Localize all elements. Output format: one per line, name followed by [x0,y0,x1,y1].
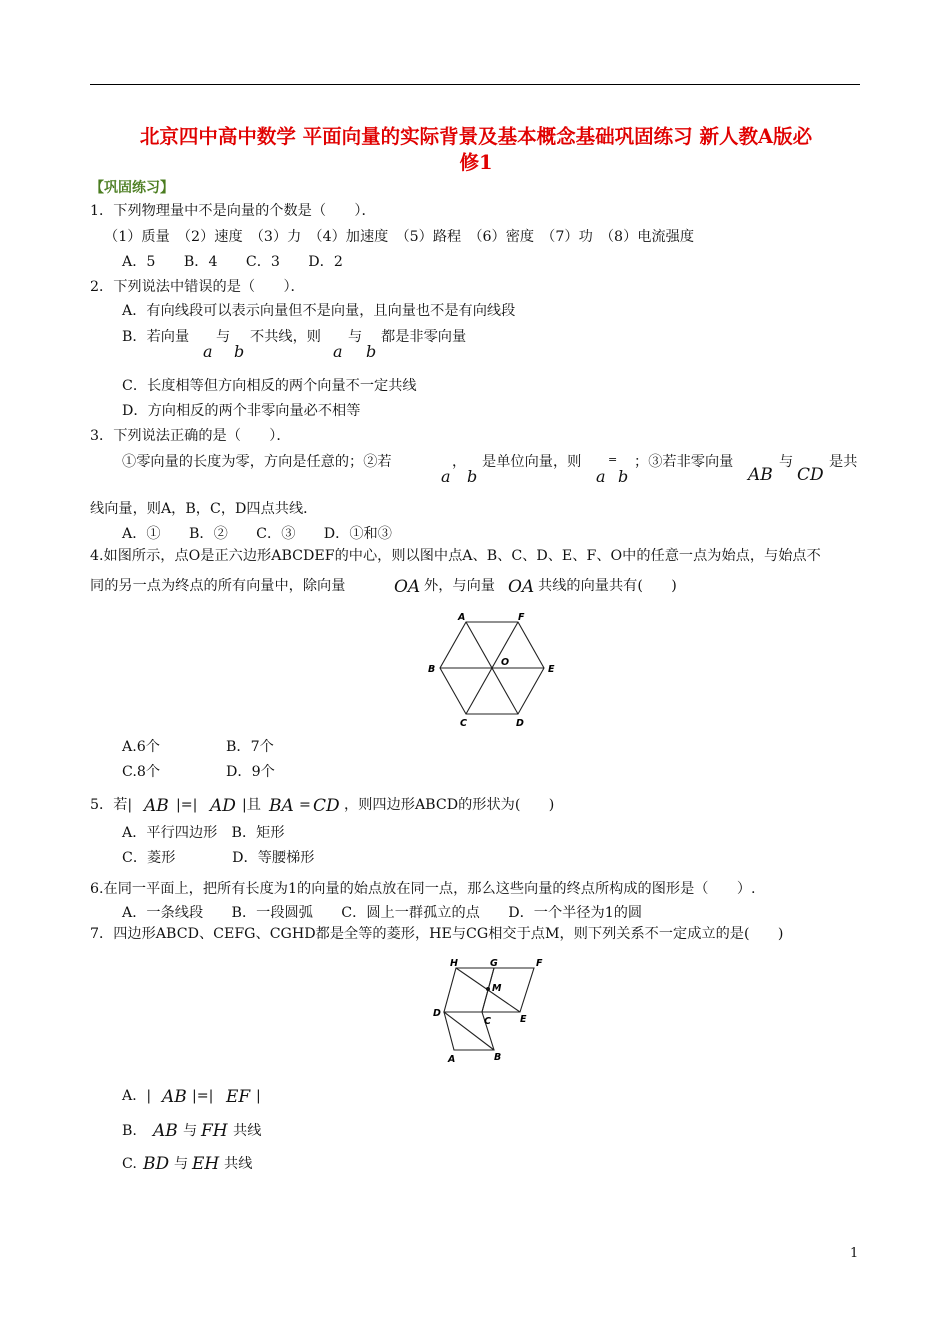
title-line-2: 修1 [459,151,493,174]
q7-option-c-post: 共线 [224,1156,253,1172]
rhombus-label-d: D [433,1008,441,1019]
q2-vector-a-2: a [333,342,343,361]
q3-stem: 3．下列说法正确的是（ ）． [90,428,291,444]
rhombus-label-b: B [494,1052,502,1063]
q4-line2-p2: 外，与向量 [424,578,495,594]
q5-options-ab: A．平行四边形 B．矩形 [122,825,285,841]
q3-line1-p2: 是单位向量，则 [482,454,582,470]
rhombus-label-m: M [492,983,502,994]
document-title [86,124,866,176]
header-rule [90,84,860,85]
q7-vector-ab: AB [162,1087,187,1107]
q2-option-b-mid1: 与 [216,329,231,345]
q7-vector-fh: FH [201,1121,228,1141]
q7-vector-ef: EF [226,1087,251,1107]
q4-option-d: D．9个 [226,764,275,780]
q5-vector-ba: BA [269,796,294,816]
q2-option-b-post: 都是非零向量 [381,329,467,345]
q5-p2: |=| [176,797,198,813]
q4-option-b: B．7个 [226,739,274,755]
hex-label-e: E [548,664,555,675]
q5-vector-ad: AD [210,796,236,816]
q7-option-b-pre: B. [122,1123,137,1139]
hex-label-c: C [460,718,467,729]
hex-label-b: B [428,664,436,675]
q7-option-c-mid: 与 [174,1156,189,1172]
q7-option-a-post: | [256,1088,261,1104]
hex-label-d: D [516,718,524,729]
page-number: 1 [850,1246,859,1261]
q4-option-c: C.8个 [122,764,161,780]
q2-option-d: D．方向相反的两个非零向量必不相等 [122,403,361,419]
q2-stem: 2．下列说法中错误的是（ ）． [90,279,305,295]
q4-vector-oa-1: OA [394,577,421,597]
q7-option-a-mid: |=| [192,1088,214,1104]
q2-vector-b-1: b [234,342,245,361]
rhombus-label-h: H [450,958,458,969]
q7-stem: 7．四边形ABCD、CEFG、CGHD都是全等的菱形，HE与CG相交于点M，则下列关系不一定成立的是( ) [90,926,784,942]
q3-line1-p3: ；③若非零向量 [634,454,734,470]
q3-vector-a-2: a [596,467,606,486]
q5-options-cd: C．菱形 D．等腰梯形 [122,850,315,866]
q1-items: （1）质量 （2）速度 （3）力 （4）加速度 （5）路程 （6）密度 （7）功 （8）电流强度 [104,229,695,245]
q4-vector-oa-2: OA [508,577,535,597]
rhombus-label-a: A [448,1054,456,1065]
q7-option-a-pre: A．| [122,1088,152,1104]
q1-options: A．5 B．4 C．3 D．2 [122,254,343,270]
q3-vector-cd: CD [797,465,824,485]
q3-vector-a-1: a [441,467,451,486]
q5-p4: = [299,797,311,813]
q4-line2-p3: 共线的向量共有( ) [538,578,677,594]
q5-p3: |且 [242,797,261,813]
q5-vector-cd: CD [313,796,340,816]
q3-line1-p1: ①零向量的长度为零，方向是任意的；②若 [122,454,392,470]
q5-p1: 5．若| [90,797,133,813]
q3-line1-p4: 与 [779,454,794,470]
q7-option-b-post: 共线 [233,1123,262,1139]
hex-label-o: O [501,657,510,668]
q2-option-b-pre: B．若向量 [122,329,190,345]
point-m-dot [486,987,490,991]
rhombus-label-c: C [484,1016,491,1027]
q2-option-b-mid3: 与 [348,329,363,345]
q2-option-a: A．有向线段可以表示向量但不是向量，且向量也不是有向线段 [122,303,516,319]
q3-options: A．① B．② C．③ D．①和③ [122,526,392,542]
q2-vector-a-1: a [203,342,213,361]
q3-comma: ， [452,454,467,470]
q3-equals: = [608,453,618,466]
q3-vector-ab: AB [748,465,773,485]
q2-vector-b-2: b [366,342,377,361]
q4-line1: 4.如图所示，点O是正六边形ABCDEF的中心，则以图中点A、B、C、D、E、F、O中的任意一点为始点，与始点不 [90,548,821,564]
q3-line1-p5: 是共 [829,454,858,470]
q7-vector-bd: BD [143,1154,170,1174]
hex-label-a: A [458,612,466,623]
q5-p5: ，则四边形ABCD的形状为( ) [344,797,555,813]
rhombus-label-g: G [490,958,498,969]
q7-vector-ab-2: AB [153,1121,178,1141]
rhombus-figure [428,958,550,1066]
hexagon-figure [420,608,560,732]
q1-stem: 1．下列物理量中不是向量的个数是（ ）． [90,203,376,219]
hex-label-f: F [518,612,525,623]
q7-option-b-mid: 与 [183,1123,198,1139]
rhombus-label-f: F [536,958,543,969]
q5-vector-ab: AB [144,796,169,816]
q3-vector-b-2: b [618,467,629,486]
q3-vector-b-1: b [467,467,478,486]
q3-line2: 线向量，则A，B，C，D四点共线． [90,501,318,517]
q7-option-c-pre: C. [122,1156,137,1172]
q6-options: A．一条线段 B．一段圆弧 C．圆上一群孤立的点 D．一个半径为1的圆 [122,905,643,921]
title-line-1: 北京四中高中数学 平面向量的实际背景及基本概念基础巩固练习 新人教A版必 [139,125,813,148]
q4-option-a: A.6个 [122,739,160,755]
q2-option-c: C．长度相等但方向相反的两个向量不一定共线 [122,378,417,394]
q2-option-b-mid2: 不共线，则 [250,329,321,345]
q7-vector-eh: EH [192,1154,220,1174]
section-heading: 【巩固练习】 [90,180,174,196]
q4-line2-p1: 同的另一点为终点的所有向量中，除向量 [90,578,346,594]
q6-stem: 6.在同一平面上，把所有长度为1的向量的始点放在同一点，那么这些向量的终点所构成的图形是（ ）. [90,881,756,897]
rhombus-label-e: E [520,1014,527,1025]
